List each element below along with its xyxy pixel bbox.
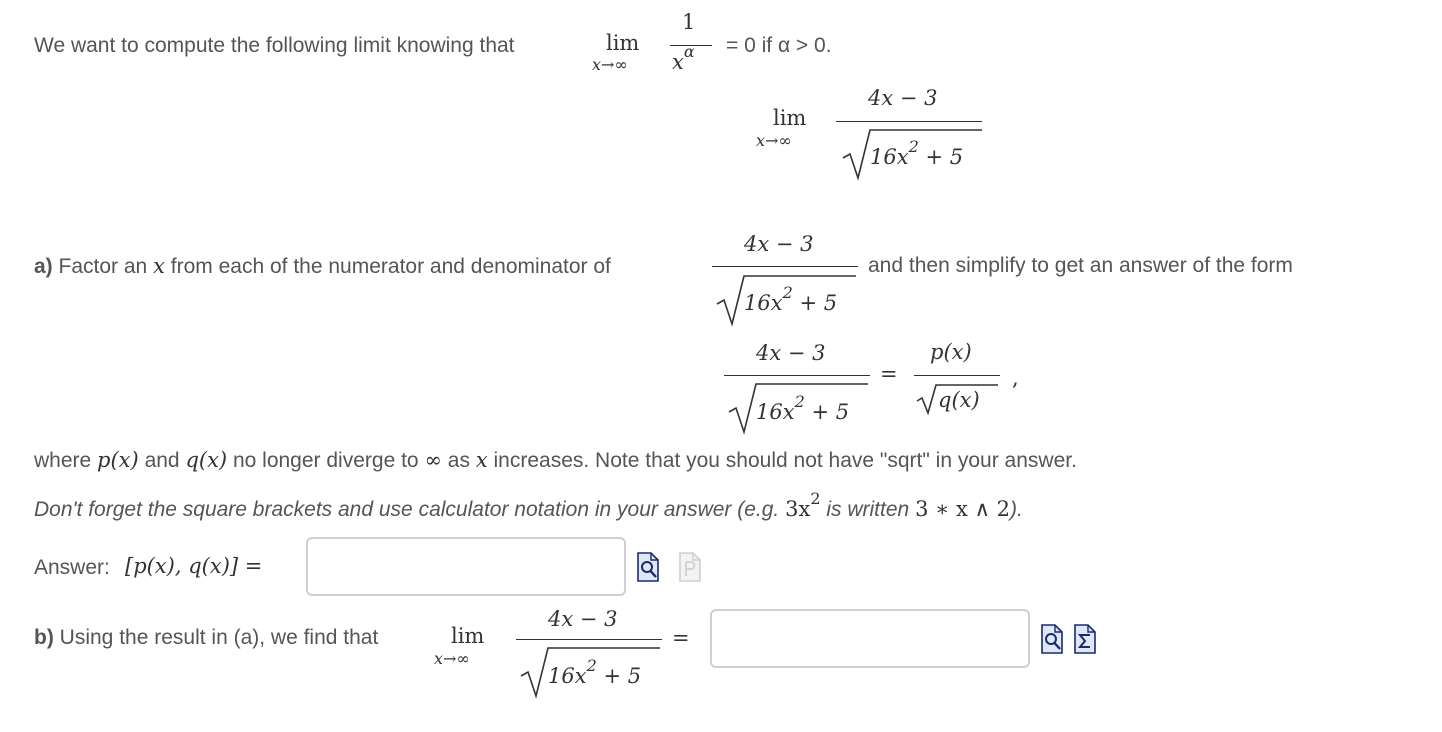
part-b-radicand: $16x^2 + 5$ [548,656,642,688]
intro-text: We want to compute the following limit knowing that [34,34,515,57]
form-frac-line [724,375,870,376]
intro-lim: lim [606,31,640,55]
answer-label: Answer: [34,556,110,579]
form-p: p(x) [930,340,972,364]
part-b-lim-sub: x→∞ [434,649,470,668]
part-b-frac-line [516,639,662,640]
answer-b-input[interactable] [710,609,1030,668]
part-a-frac-line [712,266,858,267]
note-line: Don't forget the square brackets and use calculator notation in your answer (e.g. $3x^2$ is written 3 ∗ x ∧ 2). [34,489,1023,521]
answer-expr: [p(x), q(x)] = [125,554,263,578]
sum-icon[interactable] [1073,624,1097,654]
main-lim-sub: x→∞ [756,131,792,150]
form-radicand: $16x^2 + 5$ [756,392,850,424]
part-a-radicand: $16x^2 + 5$ [744,283,838,315]
form-frac-line-2 [914,375,1000,376]
form-comma: , [1012,366,1019,390]
main-numerator: 4x − 3 [868,86,938,110]
preview-icon[interactable] [1040,624,1064,654]
where-line: where p(x) and q(x) no longer diverge to ∞ as x increases. Note that you should not have "sqrt" in your answer. [34,448,1077,472]
part-b-numerator: 4x − 3 [548,607,618,631]
part-a-intro: a) Factor an x from each of the numerator and denominator of [34,254,611,278]
part-a-text-after: and then simplify to get an answer of the form [868,254,1293,277]
main-frac-line [836,121,982,122]
intro-lim-sub: x→∞ [592,55,628,74]
intro-frac-num: 1 [682,10,696,34]
form-q: q(x) [938,388,980,412]
part-a-numerator: 4x − 3 [744,232,814,256]
form-numerator: 4x − 3 [756,341,826,365]
part-b-lim: lim [451,624,485,648]
answer-a-input[interactable] [306,537,626,596]
main-lim: lim [773,106,807,130]
main-radicand: $16x^2 + 5$ [870,137,964,169]
intro-frac-den: $x^\alpha$ [672,42,695,74]
part-b-text: b) Using the result in (a), we find that [34,626,379,649]
part-b-eq: = [672,626,690,650]
form-eq: = [880,362,898,386]
intro-tail: = 0 if α > 0. [726,34,832,57]
paste-icon[interactable] [678,552,702,582]
preview-icon[interactable] [636,552,660,582]
